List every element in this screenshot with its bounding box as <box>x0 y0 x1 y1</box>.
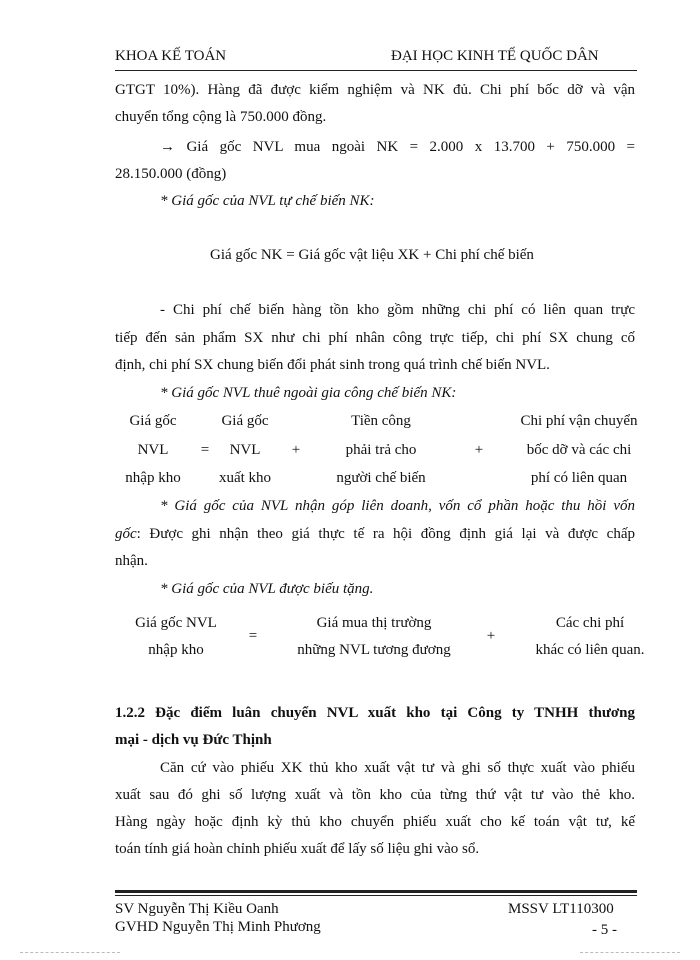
formula-cell: Chi phí vận chuyển <box>520 413 638 429</box>
formula-cell: bốc dỡ và các chi <box>526 442 632 458</box>
paragraph-line: GTGT 10%). Hàng đã được kiểm nghiệm và NK đủ. Chi phí bốc dỡ và vận <box>115 82 635 98</box>
paragraph-line: Căn cứ vào phiếu XK thủ kho xuất vật tư và ghi số thực xuất vào phiếu <box>160 760 635 776</box>
formula-cell: Các chi phí <box>555 615 625 631</box>
subheading: * Giá gốc của NVL nhận góp liên doanh, vốn cổ phần hoặc thu hồi vốn <box>160 498 635 514</box>
paragraph-line: tiếp đến sản phẩm SX như chi phí nhân công trực tiếp, chi phí SX chung cố <box>115 330 635 346</box>
page-number: - 5 - <box>592 922 617 938</box>
paragraph-line: chuyển tổng cộng là 750.000 đồng. <box>115 109 327 125</box>
calc-result: 28.150.000 (đồng) <box>115 166 227 182</box>
formula-cell: Giá gốc <box>129 413 177 429</box>
calc-line: → Giá gốc NVL mua ngoài NK = 2.000 x 13.700 + 750.000 = <box>160 139 635 155</box>
paragraph-line: xuất sau đó ghi số lượng xuất và tồn kho của từng thứ vật tư vào thẻ kho. <box>115 787 635 803</box>
footer-rule-thick <box>115 890 637 893</box>
equals-sign: = <box>200 442 210 458</box>
subheading: * Giá gốc của NVL tự chế biến NK: <box>160 193 375 209</box>
paragraph-text: : Được ghi nhận theo giá thực tế ra hội đồng định giá lại và được chấp <box>136 526 635 542</box>
formula-cell: NVL <box>229 442 261 458</box>
header-faculty: KHOA KẾ TOÁN <box>115 48 227 64</box>
formula-cell: NVL <box>137 442 169 458</box>
header-university: ĐẠI HỌC KINH TẾ QUỐC DÂN <box>391 48 599 64</box>
formula-cell: người chế biến <box>336 470 426 486</box>
formula-cell: xuất kho <box>218 470 272 486</box>
paragraph-line: nhận. <box>115 553 148 569</box>
italic-word: gốc <box>115 526 137 542</box>
equals-sign: = <box>248 628 258 644</box>
formula-cell: Giá gốc <box>221 413 269 429</box>
paragraph-line: - Chi phí chế biến hàng tồn kho gồm những chi phí có liên quan trực <box>160 302 635 318</box>
formula-cell: Giá gốc NVL <box>135 615 217 631</box>
plus-sign: + <box>474 442 484 458</box>
formula-cell: khác có liên quan. <box>535 642 645 658</box>
plus-sign: + <box>291 442 301 458</box>
formula-cell: Giá mua thị trường <box>316 615 432 631</box>
footer-rule-thin <box>115 895 637 896</box>
page-edge-mark <box>580 952 680 953</box>
formula: Giá gốc NK = Giá gốc vật liệu XK + Chi phí chế biến <box>210 247 534 263</box>
subheading: * Giá gốc NVL thuê ngoài gia công chế biến NK: <box>160 385 457 401</box>
footer-student: SV Nguyễn Thị Kiều Oanh <box>115 901 279 917</box>
formula-cell: Tiền công <box>351 413 411 429</box>
formula-cell: phải trả cho <box>345 442 417 458</box>
paragraph-line <box>115 524 635 544</box>
paragraph-line: Hàng ngày hoặc định kỳ thủ kho chuyển phiếu xuất cho kế toán vật tư, kế <box>115 814 635 830</box>
paragraph-line: toán tính giá hoàn chỉnh phiếu xuất để lấy số liệu ghi vào sổ. <box>115 841 480 857</box>
section-heading: mại - dịch vụ Đức Thịnh <box>115 732 272 748</box>
formula-cell: những NVL tương đương <box>297 642 451 658</box>
page-edge-mark <box>20 952 120 953</box>
section-heading: 1.2.2 Đặc điểm luân chuyển NVL xuất kho tại Công ty TNHH thương <box>115 705 635 721</box>
formula-cell: nhập kho <box>148 642 204 658</box>
formula-cell: nhập kho <box>125 470 181 486</box>
footer-supervisor: GVHD Nguyễn Thị Minh Phương <box>115 919 321 935</box>
plus-sign: + <box>486 628 496 644</box>
header-rule <box>115 70 637 71</box>
paragraph-line: định, chi phí SX chung biến đổi phát sinh trong quá trình chế biến NVL. <box>115 357 550 373</box>
subheading: * Giá gốc của NVL được biếu tặng. <box>160 581 374 597</box>
footer-student-id: MSSV LT110300 <box>508 901 614 917</box>
formula-cell: phí có liên quan <box>530 470 628 486</box>
